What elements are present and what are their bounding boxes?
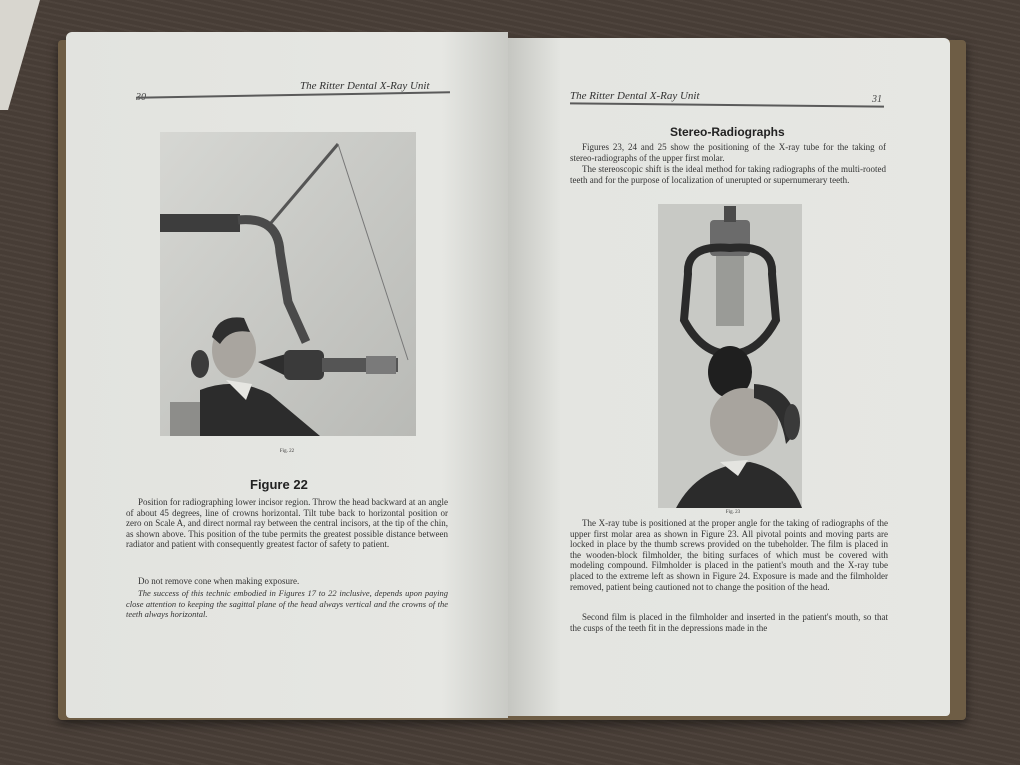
- running-head-left: The Ritter Dental X-Ray Unit: [300, 80, 430, 92]
- left-paragraph-2: Do not remove cone when making exposure.: [138, 576, 300, 586]
- fig-23-caption: Fig. 23: [725, 510, 741, 515]
- dental-xray-patient-illustration: [160, 132, 416, 436]
- figure-22-title: Figure 22: [250, 477, 308, 492]
- right-paragraph-1: The X-ray tube is positioned at the proper angle for the taking of radiographs of the upper first molar area as shown in Figure 23. All pivotal points and moving parts are locked in place by the thumb screws provided on the tubeholder. The film is placed in the wooden-block filmholder, the biting surfaces of which must be covered with modeling compound. Filmholder is placed in the patient's mouth and the X-ray tube placed to the extreme left as shown in Figure 24. Exposure is made and the filmholder removed, patient being cautioned not to change the position of the head.: [570, 518, 888, 592]
- header-rule-left: [136, 91, 450, 98]
- right-paragraph-2: Second film is placed in the filmholder and inserted in the patient's mouth, so that the cusps of the teeth fit in the depressions made in the: [570, 612, 888, 633]
- fig-22-caption: Fig. 22: [279, 449, 295, 454]
- header-rule-right: [570, 102, 884, 107]
- stereo-radiograph-patient-illustration: [658, 204, 802, 508]
- left-paragraph-1: Position for radiographing lower incisor region. Throw the head backward at an angle of about 45 degrees, line of crowns horizontal. Tilt tube back to horizontal position or zero on Scale A, and direct normal ray between the central incisors, at the tip of the chin, as shown above. This position of the tube permits the greatest possible distance between radiator and patient with consequently greatest factor of safety to patient.: [126, 497, 448, 550]
- running-head-right: The Ritter Dental X-Ray Unit: [570, 90, 700, 102]
- desk-paper-corner: [0, 0, 40, 110]
- page-number-right: 31: [872, 94, 882, 105]
- figure-23-photo: [658, 204, 802, 508]
- left-page: [66, 32, 508, 718]
- section-title: Stereo-Radiographs: [670, 125, 785, 139]
- right-page: [508, 38, 950, 716]
- figure-22-photo: [160, 132, 416, 436]
- right-intro-2: The stereoscopic shift is the ideal method for taking radiographs of the multi-rooted teeth and for the purpose of localization of unerupted or supernumerary teeth.: [570, 164, 886, 185]
- left-note: The success of this technic embodied in Figures 17 to 22 inclusive, depends upon paying close attention to keeping the sagittal plane of the head always vertical and the crowns of the teeth always horizontal.: [126, 588, 448, 620]
- right-intro-1: Figures 23, 24 and 25 show the positioning of the X-ray tube for the taking of stereo-radiographs of the upper first molar.: [570, 142, 886, 163]
